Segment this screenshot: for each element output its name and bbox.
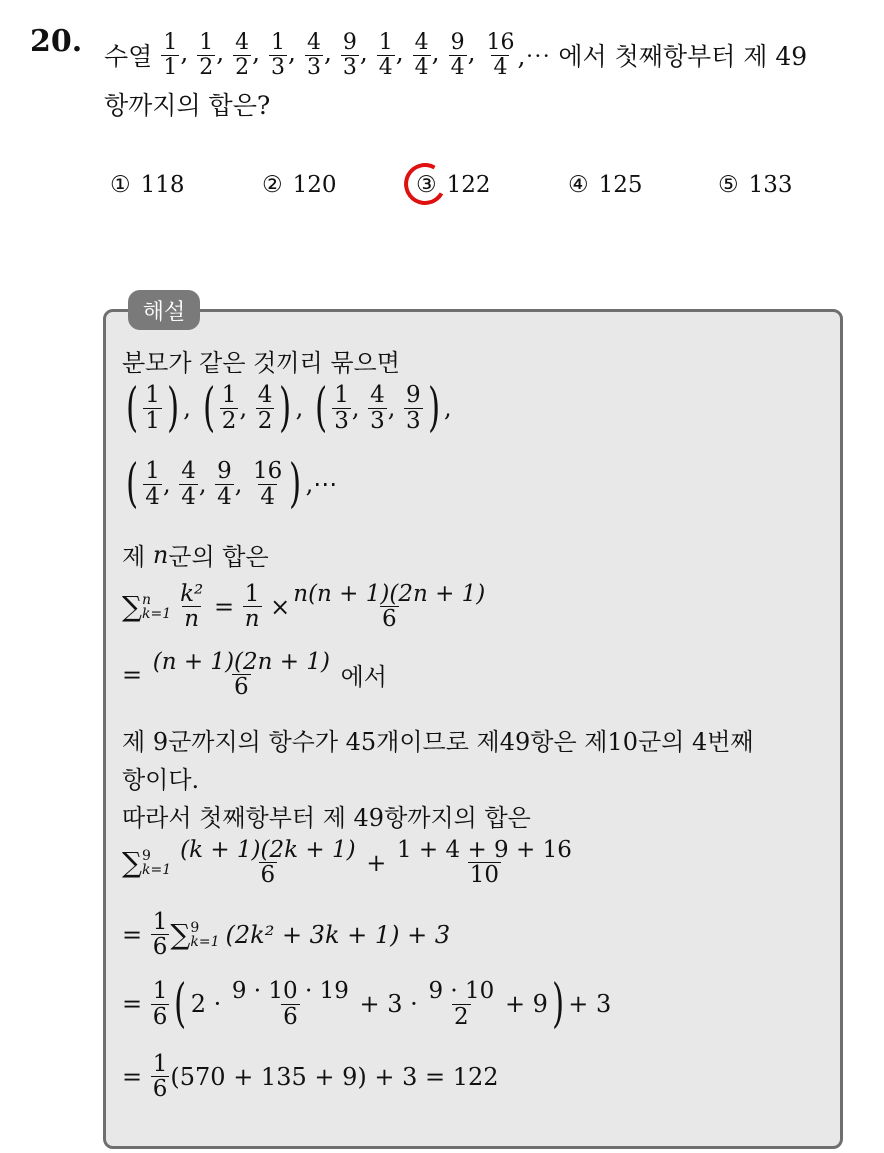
solution-group-sum-heading: 제 n 군의 합은 xyxy=(122,540,269,571)
question-number: 20. xyxy=(30,24,83,59)
question-fraction: $\frac{4}{4}$ xyxy=(414,30,429,80)
question-fraction: $\frac{1}{2}$ xyxy=(199,30,214,80)
question-fraction: $\frac{1}{3}$ xyxy=(271,30,286,80)
question-fraction: $\frac{9}{3}$ xyxy=(342,30,357,80)
question-line-1 xyxy=(104,20,807,90)
answer-circle-mark xyxy=(399,158,450,209)
solution-step-3: = $\frac{1}{6}$ (570 + 135 + 9) + 3 = 122 xyxy=(122,1051,499,1103)
question-fraction: $\frac{1}{1}$ xyxy=(163,30,178,80)
solution-tag: 해설 xyxy=(128,290,200,330)
question-suffix: ,⋯ 에서 첫째항부터 제 49 xyxy=(517,42,808,71)
solution-sum-1: ∑ n k=1 $\frac{\text{k²}}{n}$ = $\frac{1}{n}$ × $\frac{n(n + 1)(2n + 1)}{6}$ xyxy=(122,581,486,633)
choice-3[interactable]: ③ 122 xyxy=(416,172,491,198)
question-prefix: 수열 xyxy=(104,42,153,71)
question-fractions: $\frac{1}{1}$ , $\frac{1}{2}$ , $\frac{4}{2}$ , $\frac{1}{3}$ , $\frac{4}{3}$ , $\frac{9}{3}$ , $\frac{1}{4}$ , $\frac{4}{4}$ , $\frac{9}{4}$ , $\frac{16}{4}$ xyxy=(163,30,515,80)
choice-4[interactable]: ④ 125 xyxy=(568,172,643,198)
solution-count-line: 제 9군까지의 항수가 45개이므로 제49항은 제10군의 4번째 xyxy=(122,728,754,756)
solution-line-1: 분모가 같은 것끼리 묶으면 xyxy=(122,349,400,377)
solution-groups-1: ( $\frac{1}{1}$ ) , ( $\frac{1}{2}$ , $\frac{4}{2}$ ) , ( $\frac{1}{3}$ , $\frac{4}{3}$ , $\frac{9}{3}$ ) , xyxy=(126,378,452,438)
solution-count-line-2: 항이다. xyxy=(122,766,200,794)
choice-2[interactable]: ② 120 xyxy=(262,172,337,198)
question-fraction: $\frac{4}{2}$ xyxy=(235,30,250,80)
question-fraction: $\frac{1}{4}$ xyxy=(378,30,393,80)
question-line-2: 항까지의 합은? xyxy=(104,91,271,120)
choice-1[interactable]: ① 118 xyxy=(110,172,185,198)
solution-step-1: = $\frac{1}{6}$ ∑ 9 k=1 (2k² + 3k + 1) + 3 xyxy=(122,909,451,961)
question-fraction: $\frac{4}{3}$ xyxy=(306,30,321,80)
solution-sum-2: ∑ 9 k=1 $\frac{(k + 1)(2k + 1)}{6}$ + $\frac{1 + 4 + 9 + 16}{10}$ xyxy=(122,837,572,889)
solution-groups-2: ( $\frac{1}{4}$ , $\frac{4}{4}$ , $\frac{9}{4}$ , $\frac{16}{4}$ ) ,⋯ xyxy=(126,454,338,514)
question-fraction: $\frac{16}{4}$ xyxy=(486,30,515,80)
solution-hence-line: 따라서 첫째항부터 제 49항까지의 합은 xyxy=(122,804,531,832)
solution-step-2: = $\frac{1}{6}$ ( 2 · $\frac{9 \cdot 10 \cdot 19}{6}$ + 3 · $\frac{9 \cdot 10}{2}$ + 9 ) + 3 xyxy=(122,974,612,1034)
choice-5[interactable]: ⑤ 133 xyxy=(718,172,793,198)
question-fraction: $\frac{9}{4}$ xyxy=(450,30,465,80)
solution-eq-2: = $\frac{(n + 1)(2n + 1)}{6}$ 에서 xyxy=(122,649,387,701)
